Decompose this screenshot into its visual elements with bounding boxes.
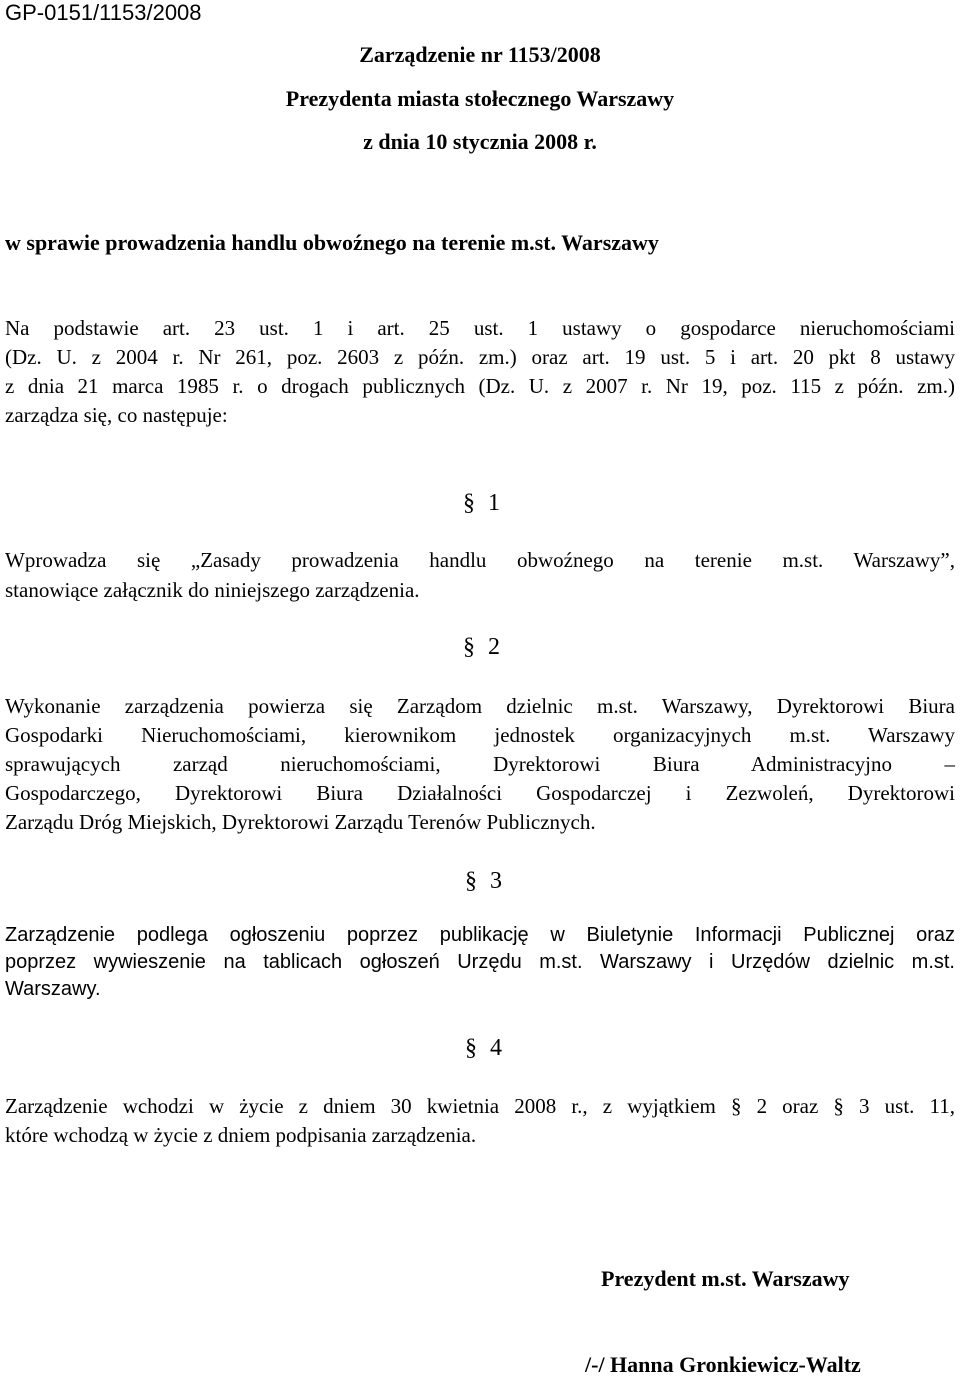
section-line: Zarządzenie podlega ogłoszeniu poprzez publikację w Biuletynie Informacji Publicznej oraz — [5, 924, 955, 946]
section-line: Zarządzenie wchodzi w życie z dniem 30 kwietnia 2008 r., z wyjątkiem § 2 oraz § 3 ust. 11, — [5, 1094, 955, 1118]
document-date: z dnia 10 stycznia 2008 r. — [363, 129, 597, 154]
section-heading — [463, 490, 500, 517]
preamble-line: z dnia 21 marca 1985 r. o drogach publicznych (Dz. U. z 2007 r. Nr 19, poz. 115 z późn. zm.) — [5, 374, 955, 398]
section-symbol: § — [465, 1035, 477, 1061]
section-number: 1 — [488, 490, 500, 516]
section-line: poprzez wywieszenie na tablicach ogłoszeń Urzędu m.st. Warszawy i Urzędów dzielnic m.st. — [5, 951, 955, 973]
section-line: sprawujących zarząd nieruchomościami, Dyrektorowi Biura Administracyjno – — [5, 752, 955, 776]
section-line: Wykonanie zarządzenia powierza się Zarządom dzielnic m.st. Warszawy, Dyrektorowi Biura — [5, 694, 955, 718]
preamble-line: Na podstawie art. 23 ust. 1 i art. 25 ust. 1 ustawy o gospodarce nieruchomościami — [5, 316, 955, 340]
signature-role: Prezydent m.st. Warszawy — [601, 1266, 850, 1291]
section-number: 4 — [490, 1035, 502, 1061]
section-heading — [463, 634, 500, 661]
preamble-line: (Dz. U. z 2004 r. Nr 261, poz. 2603 z późn. zm.) oraz art. 19 ust. 5 i art. 20 pkt 8 ustawy — [5, 345, 955, 369]
section-symbol: § — [463, 490, 475, 516]
section-symbol: § — [463, 634, 475, 660]
section-number: 2 — [488, 634, 500, 660]
section-line: Wprowadza się „Zasady prowadzenia handlu obwoźnego na terenie m.st. Warszawy”, — [5, 548, 955, 572]
signature-name: /-/ Hanna Gronkiewicz-Waltz — [585, 1352, 861, 1377]
section-symbol: § — [465, 868, 477, 894]
section-heading — [465, 868, 502, 895]
document-title: Zarządzenie nr 1153/2008 — [359, 42, 601, 67]
section-heading — [465, 1035, 502, 1062]
preamble-line: zarządza się, co następuje: — [5, 403, 228, 427]
document-issuer: Prezydenta miasta stołecznego Warszawy — [285, 86, 675, 111]
section-number: 3 — [490, 868, 502, 894]
section-line: Warszawy. — [5, 978, 101, 1000]
document-reference-number: GP-0151/1153/2008 — [5, 0, 202, 25]
section-line: stanowiące załącznik do niniejszego zarządzenia. — [5, 578, 420, 602]
section-line: Zarządu Dróg Miejskich, Dyrektorowi Zarządu Terenów Publicznych. — [5, 810, 596, 834]
section-line: które wchodzą w życie z dniem podpisania zarządzenia. — [5, 1123, 477, 1147]
section-line: Gospodarczego, Dyrektorowi Biura Działalności Gospodarczej i Zezwoleń, Dyrektorowi — [5, 781, 955, 805]
document-subject: w sprawie prowadzenia handlu obwoźnego na terenie m.st. Warszawy — [5, 230, 659, 255]
section-line: Gospodarki Nieruchomościami, kierownikom jednostek organizacyjnych m.st. Warszawy — [5, 723, 955, 747]
